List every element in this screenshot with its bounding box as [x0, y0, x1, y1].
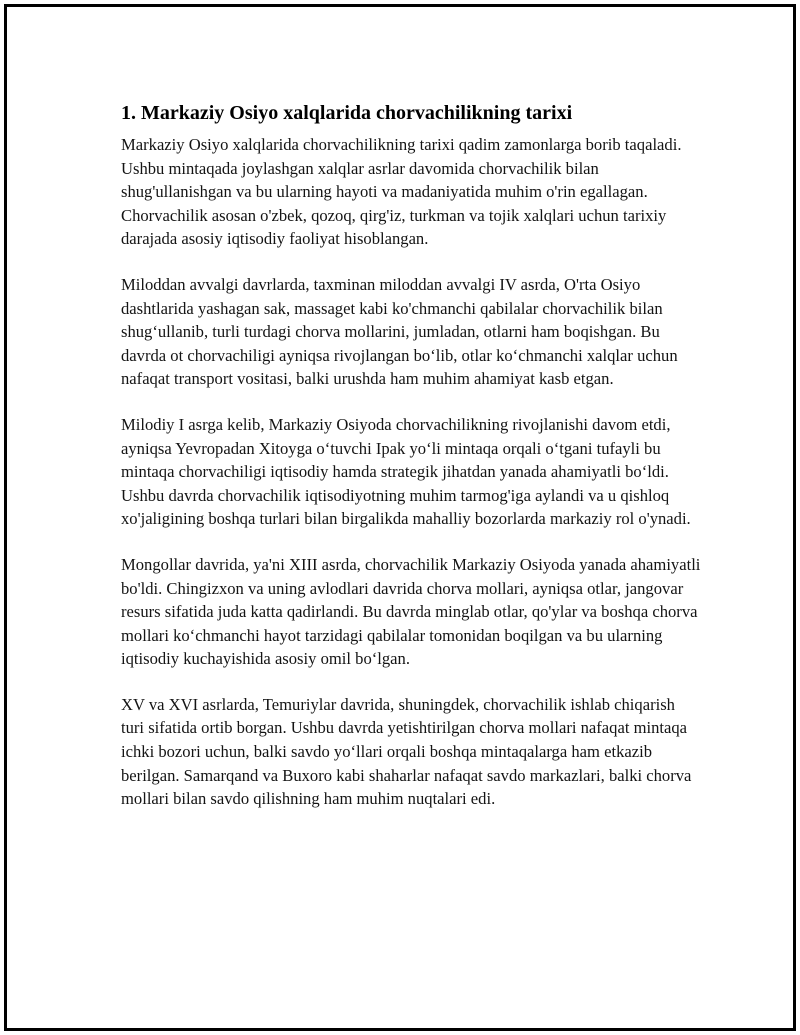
paragraph-1: Markaziy Osiyo xalqlarida chorvachilikning tarixi qadim zamonlarga borib taqaladi. Ushbu mintaqada joylashgan xalqlar asrlar davomida chorvachilik bilan shug'ullanishgan va bu ularning hayoti va madaniyatida muhim o'rin egallagan. Chorvachilik asosan o'zbek, qozoq, qirg'iz, turkman va tojik xalqlari uchun tarixiy darajada asosiy iqtisodiy faoliyat hisoblangan. [121, 135, 682, 249]
page-frame [4, 4, 796, 1031]
paragraph-4: Mongollar davrida, ya'ni XIII asrda, chorvachilik Markaziy Osiyoda yanada ahamiyatli bo'ldi. Chingizxon va uning avlodlari davrida chorva mollari, ayniqsa otlar, jangovar resurs sifatida juda katta qadirlandi. Bu davrda minglab otlar, qo'ylar va boshqa chorva mollari ko‘chmanchi hayot tarzidagi qabilalar tomonidan boqilgan va bu ularning iqtisodiy kuchayishida asosiy omil bo‘lgan. [121, 554, 701, 669]
document-body [121, 99, 701, 833]
paragraph-3: Milodiy I asrga kelib, Markaziy Osiyoda chorvachilikning rivojlanishi davom etdi, ayniqsa Yevropadan Xitoyga o‘tuvchi Ipak yo‘li mintaqa orqali o‘tgani tufayli bu mintaqa chorvachiligi iqtisodiy hamda strategik jihatdan yanada ahamiyatli bo‘ldi. Ushbu davrda chorvachilik iqtisodiyotning muhim tarmog'iga aylandi va u qishloq xo'jaligining boshqa turlari bilan birgalikda mahalliy bozorlarda markaziy rol o'ynadi. [121, 414, 691, 529]
paragraph-2: Miloddan avvalgi davrlarda, taxminan miloddan avvalgi IV asrda, O'rta Osiyo dashtlarida yashagan sak, massaget kabi ko'chmanchi qabilalar chorvachilik bilan shug‘ullanib, turli turdagi chorva mollarini, jumladan, otlarni ham boqishgan. Bu davrda ot chorvachiligi ayniqsa rivojlangan bo‘lib, otlar ko‘chmanchi xalqlar uchun nafaqat transport vositasi, balki urushda ham muhim ahamiyat kasb etgan. [121, 274, 678, 389]
section-title: 1. Markaziy Osiyo xalqlarida chorvachilikning tarixi [121, 102, 573, 124]
paragraph-5: XV va XVI asrlarda, Temuriylar davrida, shuningdek, chorvachilik ishlab chiqarish turi sifatida ortib borgan. Ushbu davrda yetishtirilgan chorva mollari nafaqat mintaqa ichki bozori uchun, balki savdo yo‘llari orqali boshqa mintaqalarga ham etkazib berilgan. Samarqand va Buxoro kabi shaharlar nafaqat savdo markazlari, balki chorva mollari bilan savdo qilishning ham muhim nuqtalari edi. [121, 694, 692, 809]
